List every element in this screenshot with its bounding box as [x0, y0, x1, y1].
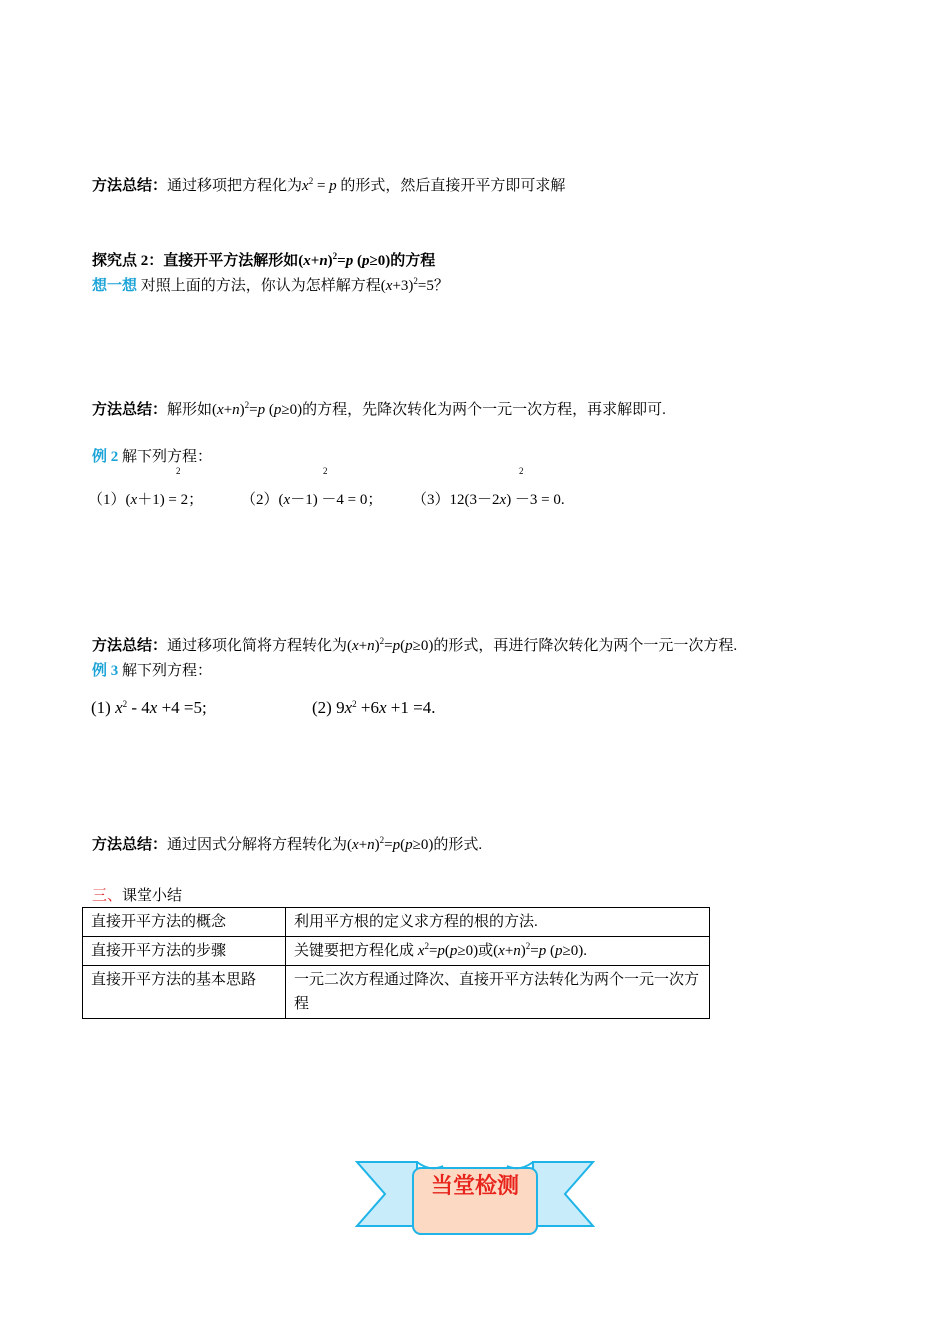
example-label: 例 3	[92, 663, 119, 679]
think-text: +3)	[392, 278, 414, 294]
equation-text: 12(3－2	[449, 492, 500, 508]
heading-text: 探究点 2：直接开平方法解形如(	[92, 253, 304, 269]
example-3-heading	[92, 661, 212, 681]
exponent: 2	[413, 276, 418, 286]
var-p: p	[437, 943, 445, 959]
example-label: 例 2	[92, 449, 119, 465]
cell-text: =	[530, 943, 539, 959]
var-p: p	[329, 178, 337, 194]
var-p: p	[392, 638, 401, 654]
summary-text: +	[223, 402, 233, 418]
summary-text: 通过因式分解将方程转化为(	[167, 837, 353, 853]
var-x: x	[499, 492, 507, 508]
table-value-cell: 一元二次方程通过降次、直接开平方法转化为两个一元一次方程	[286, 966, 710, 1019]
summary-text: 的形式，然后直接开平方即可求解	[336, 178, 566, 194]
think-prompt	[92, 276, 449, 296]
var-n: n	[232, 402, 240, 418]
exponent: 2	[525, 941, 531, 951]
equation-text: －1) －4 = 0；	[290, 492, 383, 508]
summary-label: 方法总结：	[92, 837, 168, 853]
var-x: x	[385, 278, 393, 294]
example-2-equation-1	[88, 490, 203, 510]
equation-text: +1 =4.	[386, 698, 436, 717]
heading-text: =	[337, 253, 346, 269]
equation-number: （2）	[241, 492, 279, 508]
banner-title: 当堂检测	[430, 1174, 519, 1199]
summary-text: ≥0)的方程，先降次转化为两个一元一次方程，再求解即可.	[281, 402, 666, 418]
exponent: 2	[379, 636, 385, 646]
equation-text: +4 =5;	[157, 698, 207, 717]
var-x: x	[283, 492, 291, 508]
var-p: p	[405, 638, 413, 654]
method-summary-3	[92, 636, 737, 656]
think-label: 想一想	[92, 278, 138, 294]
summary-text: )	[374, 837, 380, 853]
summary-text: (	[265, 402, 274, 418]
var-x: x	[149, 698, 158, 717]
table-key-cell: 直接开平方法的概念	[83, 908, 286, 937]
heading-text: +	[310, 253, 320, 269]
summary-text: +	[358, 638, 368, 654]
summary-text: )	[239, 402, 245, 418]
cell-text: (	[444, 943, 450, 959]
section-number: 三、	[92, 888, 123, 904]
summary-text: =	[384, 638, 393, 654]
var-x: x	[344, 698, 353, 717]
table-row	[83, 966, 710, 1019]
cell-text: ≥0)或(	[457, 943, 499, 959]
example-text: 解下列方程：	[118, 449, 213, 465]
exponent: 2	[519, 466, 524, 476]
equation-number: (1)	[91, 698, 111, 717]
summary-text: )	[374, 638, 380, 654]
cell-text: 关键要把方程化成	[294, 943, 418, 959]
var-n: n	[513, 943, 521, 959]
example-2-equation-2	[241, 490, 382, 510]
example-2-equation-3	[412, 490, 565, 510]
summary-text: ≥0)的形式.	[412, 837, 483, 853]
var-x: x	[130, 492, 138, 508]
exponent: 2	[332, 251, 338, 261]
var-x: x	[352, 837, 359, 853]
ribbon-left-tail	[357, 1162, 417, 1226]
section-title: 课堂小结	[122, 888, 183, 904]
method-summary-2	[92, 400, 666, 420]
summary-text: (	[400, 638, 406, 654]
exponent: 2	[122, 699, 128, 709]
summary-text: (	[400, 837, 406, 853]
var-x: x	[498, 943, 505, 959]
table-key-cell: 直接开平方法的步骤	[83, 937, 286, 966]
exponent: 2	[323, 466, 328, 476]
think-text: =5？	[417, 278, 449, 294]
summary-text: 解形如(	[167, 402, 218, 418]
equation-text: (	[278, 492, 284, 508]
cell-text: (	[546, 943, 555, 959]
cell-text: )	[520, 943, 526, 959]
var-x: x	[303, 253, 311, 269]
heading-text: (	[353, 253, 362, 269]
method-summary-4	[92, 835, 482, 855]
equation-number: （1）	[88, 492, 126, 508]
summary-text: 通过移项化简将方程转化为(	[167, 638, 353, 654]
var-x: x	[417, 943, 425, 959]
section-3-heading	[92, 886, 182, 906]
var-n: n	[367, 837, 375, 853]
var-p: p	[392, 837, 401, 853]
var-x: x	[378, 698, 387, 717]
example-3-equation-1	[91, 698, 207, 718]
summary-label: 方法总结：	[92, 638, 168, 654]
table-row	[83, 908, 710, 937]
heading-text: )	[327, 253, 333, 269]
example-2-heading	[92, 447, 212, 467]
heading-text: ≥0)的方程	[369, 253, 436, 269]
table-value-cell	[286, 937, 710, 966]
var-p: p	[345, 253, 354, 269]
summary-text: +	[358, 837, 368, 853]
exponent: 2	[379, 835, 385, 845]
example-text: 解下列方程：	[118, 663, 213, 679]
exponent: 2	[176, 466, 181, 476]
ribbon-right-tail	[533, 1162, 593, 1226]
var-p: p	[273, 402, 282, 418]
var-n: n	[319, 253, 328, 269]
var-p: p	[405, 837, 413, 853]
equation-text: ) －3 = 0.	[506, 492, 565, 508]
equation-text: - 4	[127, 698, 150, 717]
var-p: p	[538, 943, 547, 959]
equation-number: (2)	[312, 698, 332, 717]
var-x: x	[217, 402, 224, 418]
summary-label: 方法总结：	[92, 178, 168, 194]
summary-text: =	[313, 178, 330, 194]
explore-point-2-heading	[92, 251, 435, 271]
exponent: 2	[308, 176, 314, 186]
summary-text: =	[249, 402, 258, 418]
summary-label: 方法总结：	[92, 402, 168, 418]
summary-table	[82, 907, 710, 1019]
var-p: p	[555, 943, 563, 959]
table-value-cell: 利用平方根的定义求方程的根的方法.	[286, 908, 710, 937]
equation-number: （3）	[412, 492, 450, 508]
cell-text: ≥0).	[562, 943, 587, 959]
think-text: 对照上面的方法，你认为怎样解方程(	[137, 278, 386, 294]
equation-text: +6	[356, 698, 379, 717]
var-p: p	[449, 943, 458, 959]
equation-text: (	[125, 492, 131, 508]
cell-text: =	[428, 943, 438, 959]
cell-text: +	[504, 943, 514, 959]
equation-text: ＋1) = 2；	[137, 492, 204, 508]
example-3-equation-2	[312, 698, 435, 718]
summary-text: =	[384, 837, 393, 853]
exponent: 2	[424, 941, 429, 951]
table-row	[83, 937, 710, 966]
method-summary-1	[92, 176, 565, 196]
table-key-cell: 直接开平方法的基本思路	[83, 966, 286, 1019]
var-x: x	[302, 178, 309, 194]
equation-text: 9	[336, 698, 345, 717]
var-x: x	[115, 698, 123, 717]
summary-text: 通过移项把方程化为	[167, 178, 303, 194]
summary-text: ≥0)的形式，再进行降次转化为两个一元一次方程.	[412, 638, 738, 654]
var-p: p	[257, 402, 266, 418]
exponent: 2	[352, 699, 357, 709]
exponent: 2	[244, 400, 250, 410]
var-x: x	[352, 638, 359, 654]
var-p: p	[361, 253, 370, 269]
var-n: n	[367, 638, 375, 654]
